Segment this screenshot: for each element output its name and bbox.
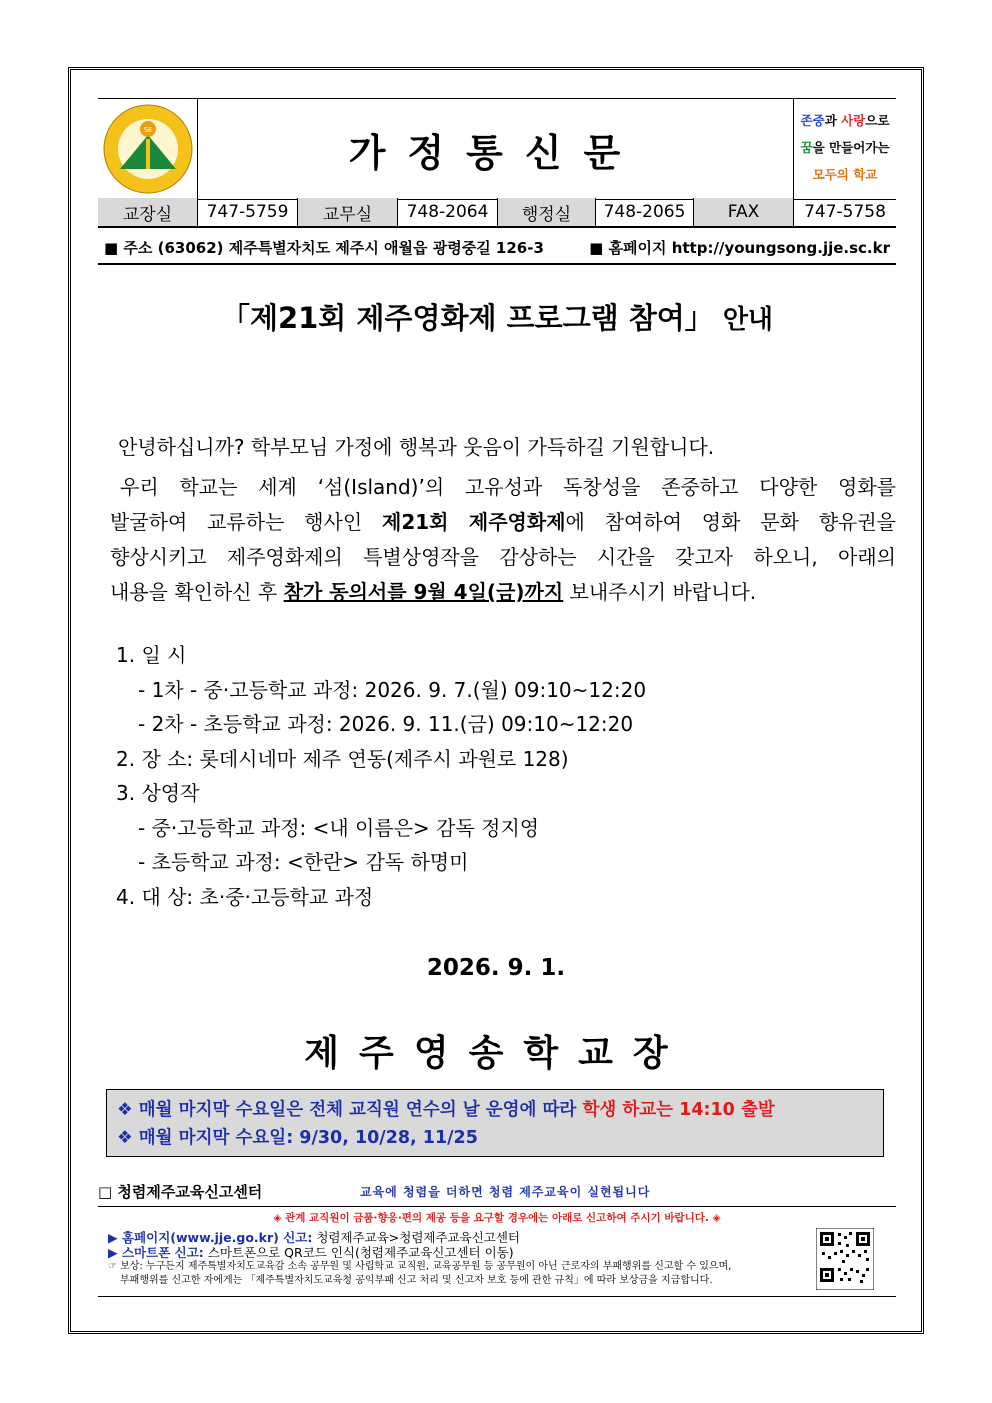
- list-item: - 중·고등학교 과정: <내 이름은> 감독 정지영: [138, 815, 540, 840]
- list-item: - 1차 - 중·고등학교 과정: 2026. 9. 7.(월) 09:10~12:20: [138, 677, 647, 702]
- document-title-tail: 안내: [713, 305, 774, 335]
- school-address: ■ 주소 (63062) 제주특별자치도 제주시 애월읍 광령중길 126-3: [104, 238, 544, 257]
- festival-name: 제21회 제주영화제: [382, 510, 566, 534]
- body-line-4a: 내용을 확인하신 후: [110, 580, 284, 604]
- integrity-center-header: [98, 1180, 896, 1207]
- consent-deadline: 참가 동의서를 9월 4일(금)까지: [283, 580, 564, 604]
- list-item: 2. 장 소: 롯데시네마 제주 연동(제주시 과원로 128): [116, 746, 569, 771]
- body-line-1: 우리 학교는 세계 ‘섬(Island)’의 고유성과 독창성을 존중하고 다양한 영화를: [120, 475, 896, 499]
- phone-label-academic: 교무실: [298, 198, 398, 226]
- body-line-4: [110, 575, 896, 610]
- school-motto: [793, 99, 896, 199]
- report-homepage-path: 청렴제주교육>청렴제주교육신고센터: [312, 1230, 520, 1245]
- report-line-reward-2: 부패행위를 신고한 자에게는 「제주특별자치도교육청 공익부패 신고 처리 및 신고자 보호 등에 관한 규칙」에 따라 보상금을 지급합니다.: [120, 1275, 713, 1286]
- notice-line-1: [117, 1096, 873, 1124]
- principal-signature: 제주영송학교장: [304, 1032, 688, 1074]
- motto-word-and: 과: [824, 113, 842, 128]
- phone-value-admin: 748-2065: [596, 198, 694, 226]
- header-top-row: [98, 98, 896, 200]
- phone-value-academic: 748-2064: [398, 198, 498, 226]
- newsletter-header: [98, 98, 896, 268]
- notice-line-2: ❖ 매월 마지막 수요일: 9/30, 10/28, 11/25: [117, 1128, 478, 1148]
- body-line-2a: 발굴하여 교류하는 행사인: [110, 510, 383, 534]
- report-homepage-label[interactable]: ▶ 홈페이지(www.jje.go.kr) 신고:: [108, 1230, 313, 1245]
- school-homepage-link[interactable]: ■ 홈페이지 http://youngsong.jje.sc.kr: [589, 238, 890, 257]
- body-line-2c: 에 참여하여 영화 문화 향유권을: [565, 510, 897, 534]
- school-logo-icon: [98, 99, 198, 199]
- phone-label-principal: 교장실: [98, 198, 198, 226]
- notice-dismissal-time: 학생 하교는 14:10 출발: [582, 1100, 775, 1120]
- body-line-2: [110, 505, 896, 540]
- issue-date: 2026. 9. 1.: [426, 955, 566, 981]
- report-smartphone-text: 스마트폰으로 QR코드 인식(청렴제주교육신고센터 이동): [203, 1245, 514, 1260]
- logo-mark-text: SE: [143, 126, 153, 134]
- report-warning: ◈ 관계 교직원이 금품·향응·편의 제공 등을 요구할 경우에는 아래로 신고하여 주시기 바랍니다. ◈: [273, 1212, 721, 1224]
- motto-word-with: 으로: [865, 113, 890, 128]
- report-line-reward: ☞ 보상: 누구든지 제주특별자치도교육감 소속 공무원 및 사립학교 교직원, 교육공무원 등 공무원이 아닌 근로자의 부패행위를 신고할 수 있으며,: [108, 1261, 732, 1272]
- report-line-homepage: [108, 1230, 731, 1245]
- newsletter-title: 가정통신문: [348, 129, 643, 175]
- address-row: [98, 231, 896, 265]
- phone-label-fax: FAX: [694, 198, 794, 226]
- body-line-4c: 보내주시기 바랍니다.: [563, 580, 757, 604]
- report-line-smartphone: [108, 1245, 731, 1260]
- document-title: [98, 296, 896, 337]
- integrity-center-title: □ 청렴제주교육신고센터: [98, 1183, 263, 1201]
- list-item: 4. 대 상: 초·중·고등학교 과정: [116, 884, 374, 909]
- phone-directory: [98, 198, 896, 228]
- integrity-report-box: [98, 1208, 896, 1297]
- wednesday-notice-box: [106, 1089, 884, 1157]
- notice-line-1-text: ❖ 매월 마지막 수요일은 전체 교직원 연수의 날 운영에 따라: [117, 1100, 583, 1120]
- list-item: - 2차 - 초등학교 과정: 2026. 9. 11.(금) 09:10~12:20: [138, 712, 634, 736]
- integrity-slogan: 교육에 청렴을 더하면 청렴 제주교육이 실현됩니다: [360, 1185, 651, 1199]
- details-list: [116, 638, 646, 914]
- list-item: 3. 상영작: [116, 781, 200, 805]
- motto-word-respect: 존중: [800, 113, 825, 128]
- phone-value-principal: 747-5759: [198, 198, 298, 226]
- phone-value-fax: 747-5758: [804, 202, 886, 222]
- body-paragraph: [110, 470, 896, 610]
- list-item: 1. 일 시: [116, 643, 187, 667]
- body-line-3: 향상시키고 제주영화제의 특별상영작을 감상하는 시간을 갖고자 하오니, 아래의: [110, 545, 896, 569]
- report-lines: [108, 1230, 731, 1288]
- document-title-main: 「제21회 제주영화제 프로그램 참여」: [220, 301, 714, 335]
- list-item: - 초등학교 과정: <한란> 감독 하명미: [138, 850, 469, 874]
- greeting: 안녕하십니까? 학부모님 가정에 행복과 웃음이 가득하길 기원합니다.: [118, 435, 715, 459]
- qr-code-icon[interactable]: [816, 1228, 874, 1290]
- motto-word-making: 을 만들어가는: [812, 140, 890, 155]
- motto-word-love: 사랑: [841, 113, 866, 128]
- school-logo: [98, 99, 198, 199]
- motto-line-school: 모두의 학교: [812, 167, 878, 182]
- report-smartphone-label: ▶ 스마트폰 신고:: [108, 1245, 204, 1260]
- motto-word-dream: 꿈: [800, 140, 813, 155]
- phone-label-admin: 행정실: [498, 198, 596, 226]
